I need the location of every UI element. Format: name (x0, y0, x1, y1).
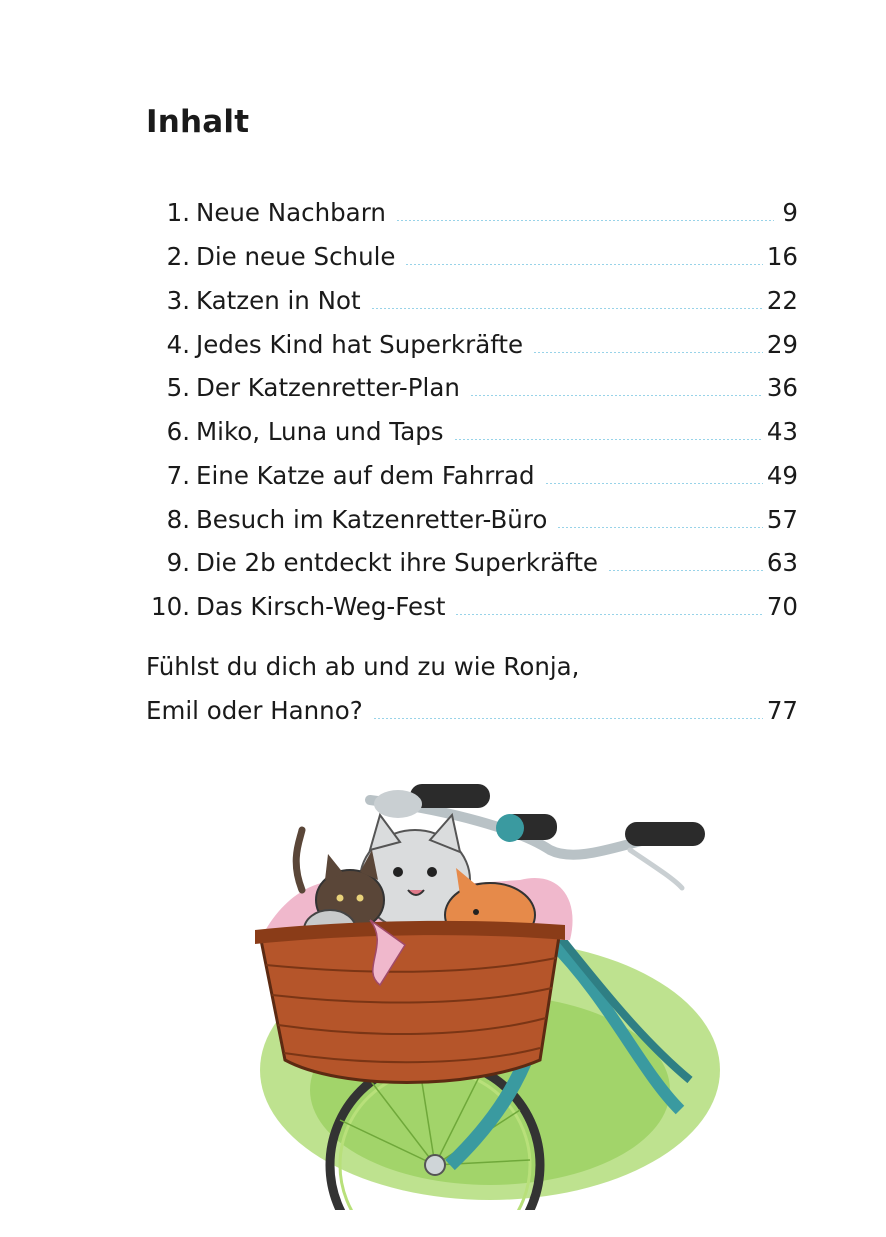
toc-extra-line1: Fühlst du dich ab und zu wie Ronja, (146, 652, 580, 681)
dot-leader (533, 352, 763, 353)
toc-page: 29 (766, 330, 798, 359)
toc-title: Neue Nachbarn (196, 198, 386, 227)
toc-page: 43 (766, 417, 798, 446)
dot-leader (545, 483, 763, 484)
toc-number: 4. (166, 330, 190, 359)
toc-title: Besuch im Katzenretter-Büro (196, 505, 548, 534)
dot-leader (557, 527, 762, 528)
dot-leader (373, 718, 763, 719)
toc-page: 36 (766, 373, 798, 402)
dot-leader (405, 264, 762, 265)
toc-number: 8. (166, 505, 190, 534)
toc-extra-entry[interactable] (146, 650, 798, 728)
toc-page: 9 (782, 198, 798, 227)
dot-leader (470, 395, 763, 396)
toc-page: 57 (766, 505, 798, 534)
toc-title: Eine Katze auf dem Fahrrad (196, 461, 535, 490)
toc-page: 70 (766, 592, 798, 621)
toc-page: 22 (766, 286, 798, 315)
toc-entry[interactable] (140, 328, 798, 362)
toc-page: 49 (766, 461, 798, 490)
toc-number: 7. (166, 461, 190, 490)
dot-leader (396, 220, 774, 221)
toc-entry[interactable] (140, 503, 798, 537)
toc-entry[interactable] (140, 240, 798, 274)
toc-number: 9. (166, 548, 190, 577)
toc-number: 3. (166, 286, 190, 315)
toc-entry[interactable] (140, 284, 798, 318)
toc-entry[interactable] (140, 371, 798, 405)
page-title: Inhalt (146, 104, 250, 140)
toc-number: 2. (166, 242, 190, 271)
toc-title: Die 2b entdeckt ihre Superkräfte (196, 548, 599, 577)
cats-in-basket-illustration (220, 770, 740, 1210)
toc-entry[interactable] (140, 415, 798, 449)
dot-leader (371, 308, 763, 309)
toc-entry[interactable] (140, 546, 798, 580)
toc-entry[interactable] (140, 590, 798, 624)
toc-title: Das Kirsch-Weg-Fest (196, 592, 446, 621)
toc-title: Der Katzenretter-Plan (196, 373, 460, 402)
dot-leader (608, 570, 763, 571)
toc-title: Katzen in Not (196, 286, 361, 315)
toc-entry[interactable] (140, 196, 798, 230)
toc-title: Die neue Schule (196, 242, 396, 271)
toc-number: 1. (166, 198, 190, 227)
toc-page: 77 (766, 696, 798, 725)
toc-title: Miko, Luna und Taps (196, 417, 444, 446)
toc-page: 16 (766, 242, 798, 271)
dot-leader (454, 439, 763, 440)
toc-entry[interactable] (140, 459, 798, 493)
dot-leader (455, 614, 762, 615)
toc-number: 5. (166, 373, 190, 402)
toc-extra-line2: Emil oder Hanno? (146, 696, 363, 725)
toc-number: 10. (151, 592, 190, 621)
toc-title: Jedes Kind hat Superkräfte (196, 330, 524, 359)
wicker-basket (255, 920, 565, 1083)
toc-page: 63 (766, 548, 798, 577)
toc-number: 6. (166, 417, 190, 446)
